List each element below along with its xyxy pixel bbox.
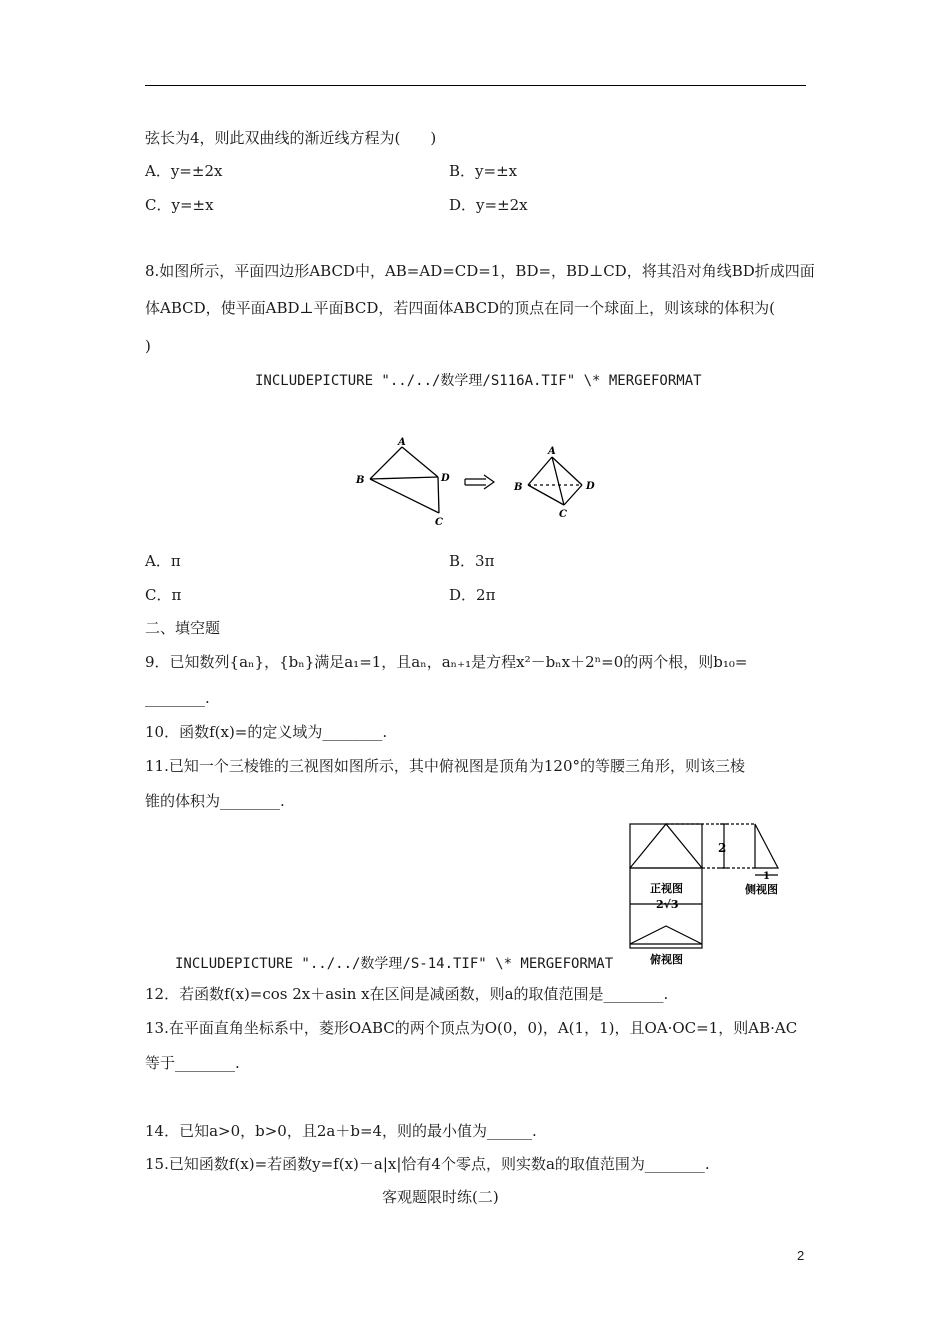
q11-side-view-label: 侧视图 <box>745 883 778 896</box>
section-fill-in-heading: 二、填空题 <box>145 619 221 637</box>
q11-front-view-label: 正视图 <box>650 882 683 895</box>
q8-fold-arrow <box>465 475 494 489</box>
q8-fig-label-a: A <box>398 437 406 448</box>
q8-line-3: ) <box>145 337 151 355</box>
q11-line-1: 11.已知一个三棱锥的三视图如图所示，其中俯视图是顶角为120°的等腰三角形，则该三棱 <box>145 757 745 775</box>
q8-fig-label-c: C <box>435 517 443 528</box>
q9-line-1: 9．已知数列{aₙ}，{bₙ}满足a₁=1，且aₙ，aₙ₊₁是方程x²－bₙx＋2ⁿ=0的两个根，则b₁₀= <box>145 653 748 671</box>
q8-includepicture-field: INCLUDEPICTURE "../../数学理/S116A.TIF" \* MERGEFORMAT <box>255 373 702 389</box>
header-rule <box>145 85 806 86</box>
q14-text: 14．已知a>0，b>0，且2a＋b=4，则的最小值为______. <box>145 1122 537 1140</box>
q11-line-2: 锥的体积为________. <box>145 792 285 810</box>
q8-line-1: 8.如图所示，平面四边形ABCD中，AB=AD=CD=1，BD=，BD⊥CD，将其沿对角线BD折成四面 <box>145 262 815 280</box>
q9-line-2: ________. <box>145 689 210 707</box>
q8-fig2-label-b: B <box>514 482 523 493</box>
q7-option-c: C．y=±x <box>145 196 214 214</box>
q8-option-a: A．π <box>145 552 181 570</box>
q8-fig-label-b: B <box>356 475 365 486</box>
q13-line-1: 13.在平面直角坐标系中，菱形OABC的两个顶点为O(0，0)，A(1，1)，且OA·OC=1，则AB·AC <box>145 1019 798 1037</box>
q7-option-a: A．y=±2x <box>145 162 223 180</box>
q11-includepicture-field: INCLUDEPICTURE "../../数学理/S-14.TIF" \* MERGEFORMAT <box>175 956 614 972</box>
q11-three-view-figure <box>620 818 790 970</box>
page-number: 2 <box>797 1248 805 1263</box>
q8-figure <box>350 435 610 530</box>
q11-width-label: 2√3 <box>656 898 679 911</box>
q8-option-d: D．2π <box>449 586 496 604</box>
q7-option-d: D．y=±2x <box>449 196 528 214</box>
q8-tetrahedron <box>528 457 582 505</box>
q8-line-2: 体ABCD，使平面ABD⊥平面BCD，若四面体ABCD的顶点在同一个球面上，则该球的体积为( <box>145 299 775 317</box>
q8-fig2-label-c: C <box>559 509 567 520</box>
q12-text: 12．若函数f(x)=cos 2x＋asin x在区间是减函数，则a的取值范围是________. <box>145 985 669 1003</box>
q7-stem: 弦长为4，则此双曲线的渐近线方程为( ) <box>145 129 437 147</box>
q11-top-view-label: 俯视图 <box>650 953 683 966</box>
q11-side-width-label: 1 <box>763 871 770 882</box>
q13-line-2: 等于________. <box>145 1054 240 1072</box>
q15-text: 15.已知函数f(x)=若函数y=f(x)－a|x|恰有4个零点，则实数a的取值范围为________. <box>145 1155 710 1173</box>
q10-text: 10．函数f(x)=的定义域为________. <box>145 723 388 741</box>
q8-fig-label-d: D <box>441 473 450 484</box>
q8-planar-quadrilateral <box>370 447 439 513</box>
q7-option-b: B．y=±x <box>449 162 518 180</box>
q8-option-c: C．π <box>145 586 182 604</box>
q11-front-view-box <box>630 824 702 868</box>
q8-option-b: B．3π <box>449 552 495 570</box>
section-footer-title: 客观题限时练(二) <box>382 1188 499 1206</box>
q8-fig2-label-d: D <box>586 481 595 492</box>
q11-height-label: 2 <box>718 841 727 855</box>
q8-fig2-label-a: A <box>548 446 556 457</box>
q11-side-view <box>755 824 778 868</box>
